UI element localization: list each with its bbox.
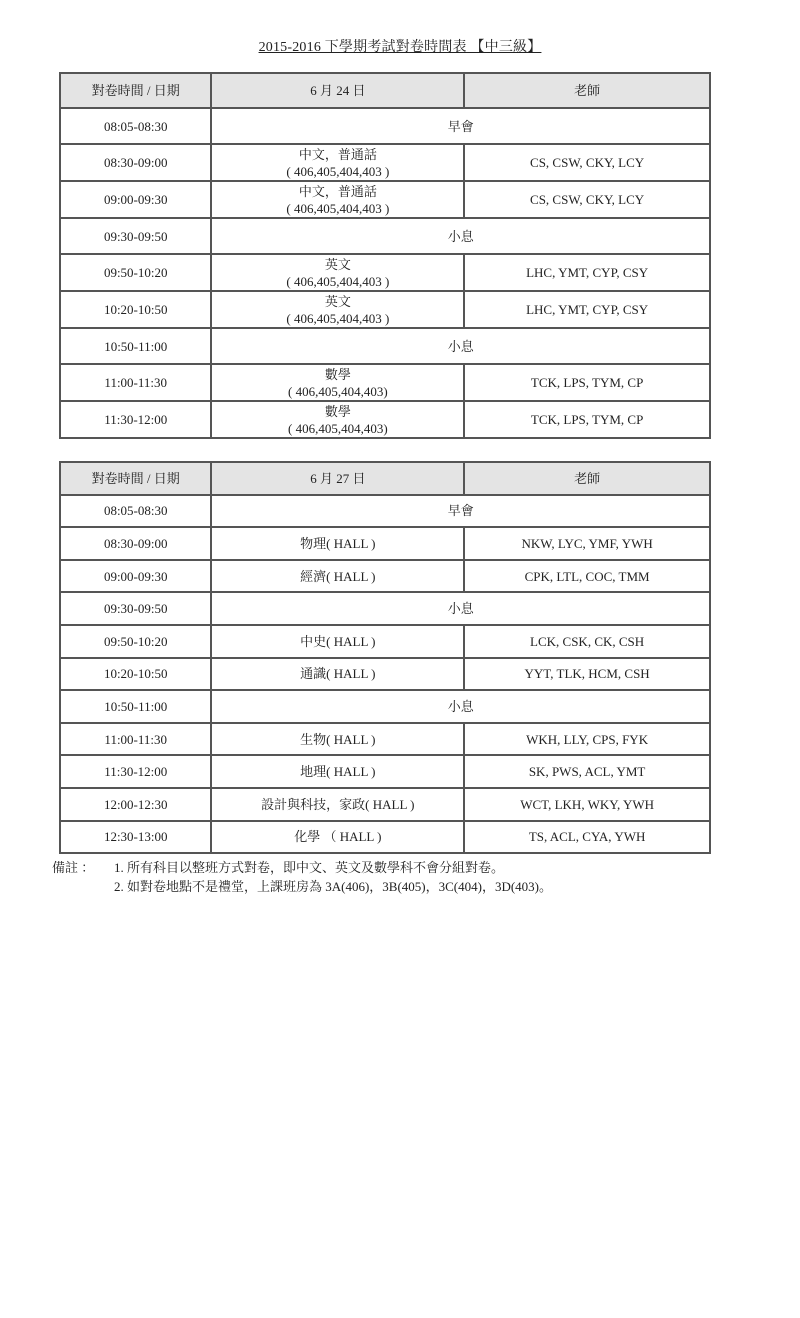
subject-cell [211,181,464,218]
subject-cell: 化學 （ HALL ) [211,821,464,854]
teachers-cell: SK, PWS, ACL, YMT [464,755,710,788]
teachers-cell: WCT, LKH, WKY, YWH [464,788,710,821]
time-cell: 11:30-12:00 [60,401,211,438]
teachers-cell: LCK, CSK, CK, CSH [464,625,710,658]
note-item: 1. 所有科目以整班方式對卷，即中文、英文及數學科不會分組對卷。 [114,860,505,875]
subject-name: 中文，普通話 [298,146,377,162]
time-cell: 11:00-11:30 [60,364,211,401]
subject-cell: 經濟( HALL ) [211,560,464,593]
table-row [60,401,710,438]
teachers-cell: CS, CSW, CKY, LCY [464,144,710,181]
break-cell: 早會 [211,108,710,144]
table-row [60,527,710,560]
table-row [60,328,710,364]
subject-cell [211,364,464,401]
subject-cell: 通識( HALL ) [211,658,464,691]
document-title: 2015-2016 下學期考試對卷時間表 【中三級】 [258,40,542,55]
teachers-cell: YYT, TLK, HCM, CSH [464,658,710,691]
break-cell: 小息 [211,218,710,254]
table-row [60,788,710,821]
header-teachers: 老師 [464,462,710,495]
table-header-row [60,462,710,495]
subject-cell: 地理( HALL ) [211,755,464,788]
subject-cell [211,401,464,438]
subject-cell: 中史( HALL ) [211,625,464,658]
notes-label: 備註 ： [52,860,95,875]
table-row [60,690,710,723]
room-list: ( 406,405,404,403 ) [286,163,390,179]
teachers-cell: TS, ACL, CYA, YWH [464,821,710,854]
room-list: ( 406,405,404,403) [288,420,388,436]
subject-name: 數學 [324,403,351,419]
break-cell: 早會 [211,495,710,528]
subject-name: 英文 [324,256,351,272]
teachers-cell: LHC, YMT, CYP, CSY [464,291,710,328]
room-list: ( 406,405,404,403) [288,383,388,399]
break-cell: 小息 [211,328,710,364]
time-cell: 09:00-09:30 [60,560,211,593]
room-list: ( 406,405,404,403 ) [286,273,390,289]
time-cell: 09:30-09:50 [60,592,211,625]
time-cell: 08:05-08:30 [60,495,211,528]
table-row [60,755,710,788]
table-row [60,658,710,691]
subject-cell: 物理( HALL ) [211,527,464,560]
time-cell: 12:30-13:00 [60,821,211,854]
time-cell: 09:30-09:50 [60,218,211,254]
break-cell: 小息 [211,592,710,625]
table-row [60,108,710,144]
table-row [60,291,710,328]
subject-cell [211,291,464,328]
table-row [60,254,710,291]
schedule-table-june-24 [59,72,711,439]
header-date: 6 月 27 日 [211,462,464,495]
time-cell: 09:50-10:20 [60,625,211,658]
time-cell: 09:00-09:30 [60,181,211,218]
teachers-cell: NKW, LYC, YMF, YWH [464,527,710,560]
table-row [60,144,710,181]
time-cell: 08:30-09:00 [60,144,211,181]
subject-cell: 生物( HALL ) [211,723,464,756]
table-row [60,495,710,528]
teachers-cell: TCK, LPS, TYM, CP [464,401,710,438]
table-row [60,181,710,218]
subject-name: 英文 [324,293,351,309]
table-row [60,723,710,756]
subject-cell [211,254,464,291]
note-item: 2. 如對卷地點不是禮堂，上課班房為 3A(406)，3B(405)，3C(404)，3D(403)。 [114,879,553,894]
teachers-cell: CS, CSW, CKY, LCY [464,181,710,218]
subject-name: 中文，普通話 [298,183,377,199]
subject-name: 數學 [324,366,351,382]
time-cell: 10:20-10:50 [60,291,211,328]
teachers-cell: TCK, LPS, TYM, CP [464,364,710,401]
time-cell: 10:20-10:50 [60,658,211,691]
time-cell: 08:30-09:00 [60,527,211,560]
teachers-cell: CPK, LTL, COC, TMM [464,560,710,593]
table-row [60,625,710,658]
break-cell: 小息 [211,690,710,723]
table-row [60,218,710,254]
schedule-table-june-27 [59,461,711,854]
time-cell: 10:50-11:00 [60,690,211,723]
header-time: 對卷時間 / 日期 [60,73,211,108]
header-teachers: 老師 [464,73,710,108]
table-row [60,560,710,593]
time-cell: 11:00-11:30 [60,723,211,756]
time-cell: 12:00-12:30 [60,788,211,821]
time-cell: 11:30-12:00 [60,755,211,788]
time-cell: 09:50-10:20 [60,254,211,291]
teachers-cell: WKH, LLY, CPS, FYK [464,723,710,756]
notes-section [52,858,772,896]
table-header-row [60,73,710,108]
teachers-cell: LHC, YMT, CYP, CSY [464,254,710,291]
header-time: 對卷時間 / 日期 [60,462,211,495]
room-list: ( 406,405,404,403 ) [286,200,390,216]
table-row [60,821,710,854]
header-date: 6 月 24 日 [211,73,464,108]
table-row [60,364,710,401]
room-list: ( 406,405,404,403 ) [286,310,390,326]
subject-cell: 設計與科技，家政( HALL ) [211,788,464,821]
table-row [60,592,710,625]
time-cell: 08:05-08:30 [60,108,211,144]
subject-cell [211,144,464,181]
time-cell: 10:50-11:00 [60,328,211,364]
